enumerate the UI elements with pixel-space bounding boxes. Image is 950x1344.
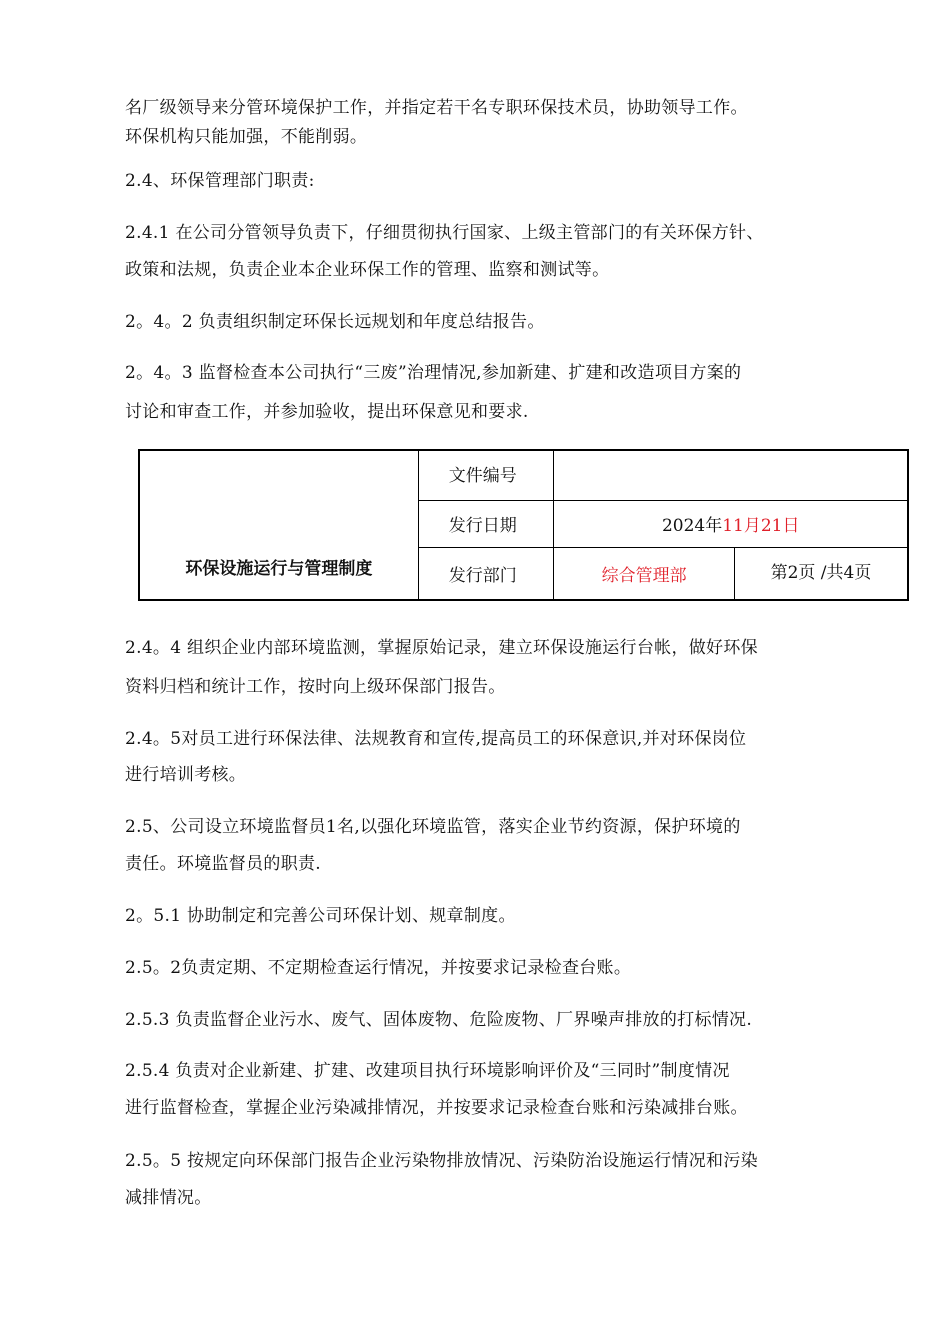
- text-line: 2.4.1 在公司分管领导负责下，仔细贯彻执行国家、上级主管部门的有关环保方针、: [125, 223, 764, 243]
- file-number-label: 文件编号: [418, 450, 554, 500]
- text-line: 2.4。5对员工进行环保法律、法规教育和宣传,提高员工的环保意识,并对环保岗位: [125, 729, 747, 749]
- issue-dept-label: 发行部门: [418, 547, 554, 600]
- page-info: 第2页 /共4页: [734, 547, 908, 600]
- text-line: 环保机构只能加强，不能削弱。: [125, 127, 368, 147]
- text-line: 进行监督检查，掌握企业污染减排情况，并按要求记录检查台账和污染减排台账。: [125, 1098, 748, 1118]
- text-line: 政策和法规，负责企业本企业环保工作的管理、监察和测试等。: [125, 260, 610, 280]
- issue-dept-value: 综合管理部: [554, 547, 735, 600]
- issue-date-year: 2024年: [661, 516, 723, 536]
- issue-date-label: 发行日期: [418, 500, 554, 547]
- file-number-value: [554, 450, 908, 500]
- section-heading: 2.4、环保管理部门职责:: [125, 171, 315, 191]
- text-line: 2。4。3 监督检查本公司执行“三废”治理情况,参加新建、扩建和改造项目方案的: [125, 363, 742, 383]
- text-line: 2.5.3 负责监督企业污水、废气、固体废物、危险废物、厂界噪声排放的打标情况.: [125, 1010, 753, 1030]
- text-line: 名厂级领导来分管环境保护工作，并指定若干名专职环保技术员，协助领导工作。: [125, 98, 748, 118]
- document-title: 环保设施运行与管理制度: [139, 450, 418, 600]
- text-line: 进行培训考核。: [125, 765, 247, 785]
- text-line: 2.5、公司设立环境监督员1名,以强化环境监管，落实企业节约资源，保护环境的: [125, 817, 741, 837]
- text-line: 2.4。4 组织企业内部环境监测，掌握原始记录，建立环保设施运行台帐，做好环保: [125, 638, 758, 658]
- text-line: 2.5。2负责定期、不定期检查运行情况，并按要求记录检查台账。: [125, 958, 632, 978]
- document-header-table: [138, 449, 909, 601]
- text-line: 2。4。2 负责组织制定环保长远规划和年度总结报告。: [125, 312, 545, 332]
- text-line: 减排情况。: [125, 1188, 212, 1208]
- text-line: 责任。环境监督员的职责.: [125, 854, 322, 874]
- text-line: 资料归档和统计工作，按时向上级环保部门报告。: [125, 677, 506, 697]
- text-line: 2.5。5 按规定向环保部门报告企业污染物排放情况、污染防治设施运行情况和污染: [125, 1151, 758, 1171]
- issue-date-month-day: 11月21日: [722, 516, 800, 536]
- text-line: 讨论和审查工作，并参加验收，提出环保意见和要求.: [125, 402, 529, 422]
- text-line: 2.5.4 负责对企业新建、扩建、改建项目执行环境影响评价及“三同时”制度情况: [125, 1061, 730, 1081]
- text-line: 2。5.1 协助制定和完善公司环保计划、规章制度。: [125, 906, 516, 926]
- issue-date-value: [554, 500, 908, 547]
